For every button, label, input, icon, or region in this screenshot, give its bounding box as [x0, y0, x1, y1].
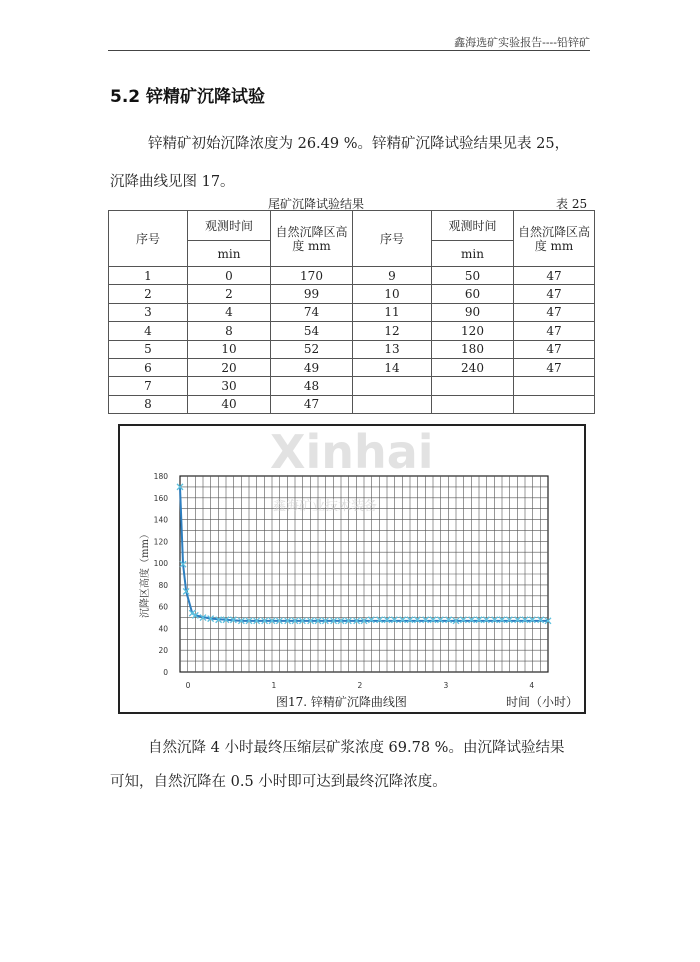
table-cell: 2	[188, 285, 271, 303]
y-tick-label: 100	[153, 559, 168, 569]
table-cell: 47	[514, 285, 595, 303]
table-cell: 8	[188, 322, 271, 340]
table-cell: 54	[271, 322, 353, 340]
header-rule	[108, 50, 590, 51]
table-row	[109, 303, 595, 321]
table-cell: 5	[109, 340, 188, 358]
table-cell: 47	[271, 395, 353, 413]
table-cell: 170	[271, 267, 353, 285]
table-body	[109, 267, 595, 414]
table-cell: 7	[109, 377, 188, 395]
table-cell	[432, 395, 514, 413]
table-row	[109, 358, 595, 376]
table-cell	[514, 395, 595, 413]
table-cell: 14	[353, 358, 432, 376]
header-height-left: 自然沉降区高度 mm	[271, 211, 353, 267]
table-cell: 47	[514, 340, 595, 358]
header-time-left: 观测时间	[188, 211, 271, 241]
table-number: 表 25	[556, 197, 588, 211]
y-tick-label: 160	[153, 493, 168, 503]
table-cell	[514, 377, 595, 395]
y-tick-label: 120	[153, 537, 168, 547]
chart-x-axis-label: 时间（小时）	[506, 695, 579, 709]
table-cell: 47	[514, 358, 595, 376]
table-cell: 10	[353, 285, 432, 303]
settling-results-table	[108, 210, 595, 414]
y-tick-label: 40	[158, 624, 168, 634]
table-cell: 47	[514, 267, 595, 285]
table-cell: 47	[514, 322, 595, 340]
table-cell: 49	[271, 358, 353, 376]
chart-y-axis-label: 沉降区高度（mm）	[140, 529, 151, 618]
table-cell: 2	[109, 285, 188, 303]
watermark-brand: Xinhai	[270, 425, 434, 479]
table-cell: 13	[353, 340, 432, 358]
table-cell: 12	[353, 322, 432, 340]
table-cell	[432, 377, 514, 395]
table-row	[109, 395, 595, 413]
table-cell: 1	[109, 267, 188, 285]
x-tick-label: 4	[529, 681, 535, 690]
table-cell: 4	[188, 303, 271, 321]
x-tick-label: 3	[443, 681, 449, 690]
table-cell: 30	[188, 377, 271, 395]
table-cell: 240	[432, 358, 514, 376]
paragraph-intro-1: 锌精矿初始沉降浓度为 26.49 %。锌精矿沉降试验结果见表 25，	[148, 136, 570, 152]
watermark-subtitle: 鑫海矿业技术装备	[273, 499, 378, 514]
table-cell: 74	[271, 303, 353, 321]
y-tick-label: 20	[158, 646, 168, 656]
y-tick-label: 0	[163, 668, 168, 677]
table-cell: 48	[271, 377, 353, 395]
header-time-unit-left: min	[188, 241, 271, 267]
table-cell	[353, 395, 432, 413]
table-cell: 99	[271, 285, 353, 303]
table-row	[109, 322, 595, 340]
table-cell	[353, 377, 432, 395]
header-time-unit-right: min	[432, 241, 514, 267]
x-tick-label: 0	[185, 681, 191, 690]
x-tick-label: 1	[271, 681, 277, 690]
y-tick-label: 180	[153, 472, 168, 481]
table-caption: 尾矿沉降试验结果	[268, 197, 365, 211]
header-seq-left: 序号	[109, 211, 188, 267]
table-cell: 120	[432, 322, 514, 340]
table-cell: 90	[432, 303, 514, 321]
table-cell: 11	[353, 303, 432, 321]
y-tick-label: 60	[158, 602, 168, 612]
table-cell: 8	[109, 395, 188, 413]
table-cell: 9	[353, 267, 432, 285]
table-cell: 3	[109, 303, 188, 321]
paragraph-intro-2: 沉降曲线见图 17。	[110, 174, 235, 190]
table-cell: 4	[109, 322, 188, 340]
header-seq-right: 序号	[353, 211, 432, 267]
settling-curve-chart	[118, 424, 586, 714]
y-tick-label: 140	[153, 515, 168, 525]
header-time-right: 观测时间	[432, 211, 514, 241]
table-row	[109, 267, 595, 285]
table-cell: 20	[188, 358, 271, 376]
table-row	[109, 377, 595, 395]
paragraph-conclusion-2: 可知，自然沉降在 0.5 小时即可达到最终沉降浓度。	[110, 774, 447, 790]
table-row	[109, 340, 595, 358]
table-cell: 47	[514, 303, 595, 321]
page-header: 鑫海选矿实验报告----铅锌矿	[454, 36, 590, 49]
chart-title: 图17. 锌精矿沉降曲线图	[276, 695, 407, 709]
table-row	[109, 285, 595, 303]
section-title: 5.2 锌精矿沉降试验	[110, 87, 266, 107]
paragraph-conclusion-1: 自然沉降 4 小时最终压缩层矿浆浓度 69.78 %。由沉降试验结果	[148, 740, 565, 756]
table-cell: 180	[432, 340, 514, 358]
table-cell: 52	[271, 340, 353, 358]
table-cell: 0	[188, 267, 271, 285]
x-tick-label: 2	[357, 681, 363, 690]
y-tick-label: 80	[158, 580, 168, 590]
table-cell: 6	[109, 358, 188, 376]
header-height-right: 自然沉降区高度 mm	[514, 211, 595, 267]
table-cell: 40	[188, 395, 271, 413]
table-cell: 50	[432, 267, 514, 285]
table-cell: 10	[188, 340, 271, 358]
table-cell: 60	[432, 285, 514, 303]
